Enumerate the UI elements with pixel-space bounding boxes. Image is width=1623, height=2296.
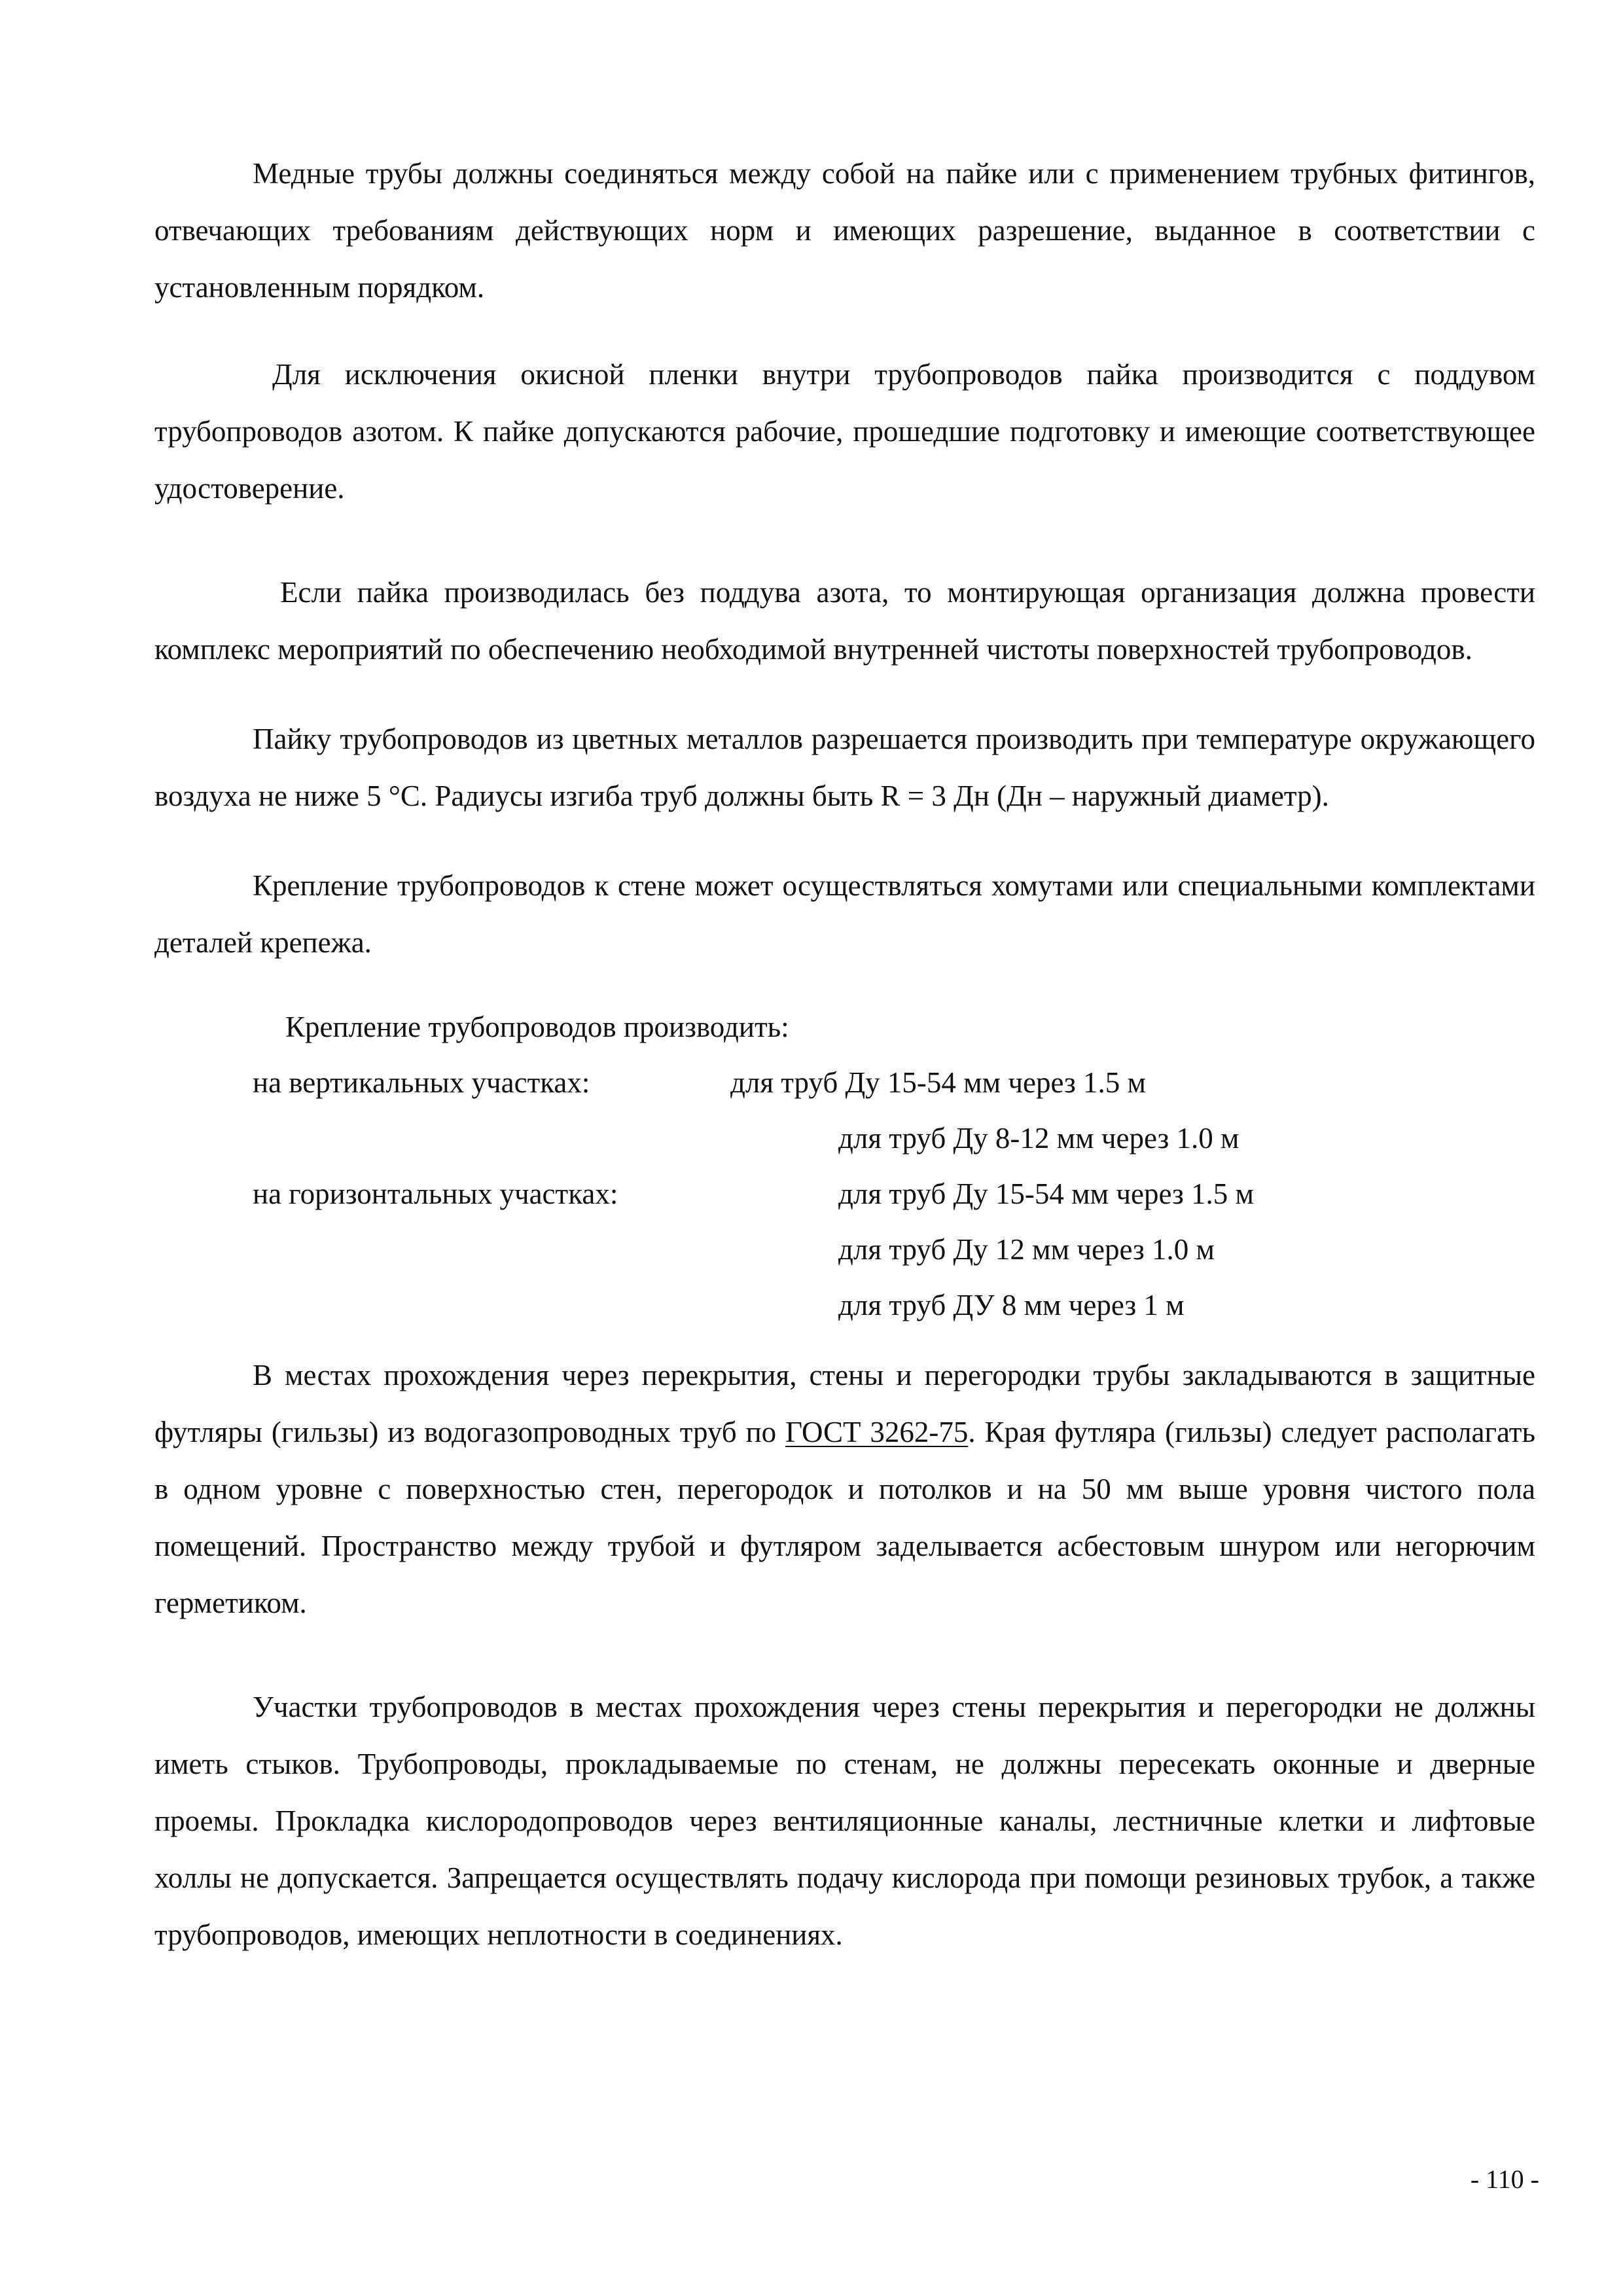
horizontal-spacing-value: для труб ДУ 8 мм через 1 м: [838, 1289, 1185, 1321]
paragraph-protective-sleeves: [154, 1347, 1535, 1632]
paragraph-copper-pipes: Медные трубы должны соединяться между собой на пайке или с применением трубных фитингов, отвечающих требованиям действующих норм и имеющих разрешение, выданное в соответствии с установленным порядком.: [154, 157, 1535, 304]
page-number: - 110 -: [1470, 2164, 1539, 2194]
vertical-spacing-value: для труб Ду 15-54 мм через 1.5 м: [730, 1066, 1146, 1099]
page-body: [154, 145, 1535, 1964]
mounting-row: [154, 1054, 1535, 1110]
horizontal-spacing-value: для труб Ду 12 мм через 1.0 м: [838, 1233, 1215, 1266]
vertical-spacing-value: для труб Ду 8-12 мм через 1.0 м: [838, 1122, 1240, 1155]
mounting-row: [154, 1277, 1535, 1333]
gost-standard-link[interactable]: ГОСТ 3262-75: [785, 1416, 969, 1448]
mounting-title: Крепление трубопроводов производить:: [285, 1011, 789, 1043]
paragraph-nitrogen-purge: Для исключения окисной пленки внутри трубопроводов пайка производится с поддувом трубопроводов азотом. К пайке допускаются рабочие, прошедшие подготовку и имеющие соответствующее удостоверение.: [154, 358, 1535, 505]
vertical-sections-label: на вертикальных участках:: [253, 1066, 590, 1099]
paragraph-soldering-temperature: Пайку трубопроводов из цветных металлов разрешается производить при температуре окружающего воздуха не ниже 5 °С. Радиусы изгиба труб должны быть R = 3 Дн (Дн – наружный диаметр).: [154, 723, 1535, 812]
paragraph-oxygen-lines: Участки трубопроводов в местах прохождения через стены перекрытия и перегородки не должны иметь стыков. Трубопроводы, прокладываемые по стенам, не должны пересекать оконные и дверные проемы. Прокладка кислородопроводов через вентиляционные каналы, лестничные клетки и лифтовые холлы не допускается. Запрещается осуществлять подачу кислорода при помощи резиновых трубок, а также трубопроводов, имеющих неплотности в соединениях.: [154, 1691, 1535, 1951]
mounting-row: [154, 1166, 1535, 1221]
mounting-row: [154, 1221, 1535, 1277]
sleeve-text-start: В местах прохождения через перекрытия, стены и перегородки трубы закладываются в защитные футляры (гильзы) из водогазопроводных труб по: [154, 1359, 1535, 1448]
paragraph-cleaning-measures: Если пайка производилась без поддува азота, то монтирующая организация должна провести комплекс мероприятий по обеспечению необходимой внутренней чистоты поверхностей трубопроводов.: [154, 576, 1535, 666]
horizontal-spacing-value: для труб Ду 15-54 мм через 1.5 м: [838, 1177, 1254, 1210]
sleeve-text-end: . Края футляра (гильзы) следует располагать в одном уровне с поверхностью стен, перегородок и потолков и на 50 мм выше уровня чистого пола помещений. Пространство между трубой и футляром заделывается асбестовым шнуром или негорючим герметиком.: [154, 1416, 1535, 1619]
horizontal-sections-label: на горизонтальных участках:: [253, 1177, 618, 1210]
mounting-row: [154, 1110, 1535, 1166]
paragraph-wall-fastening: Крепление трубопроводов к стене может осуществляться хомутами или специальными комплектами деталей крепежа.: [154, 869, 1535, 959]
